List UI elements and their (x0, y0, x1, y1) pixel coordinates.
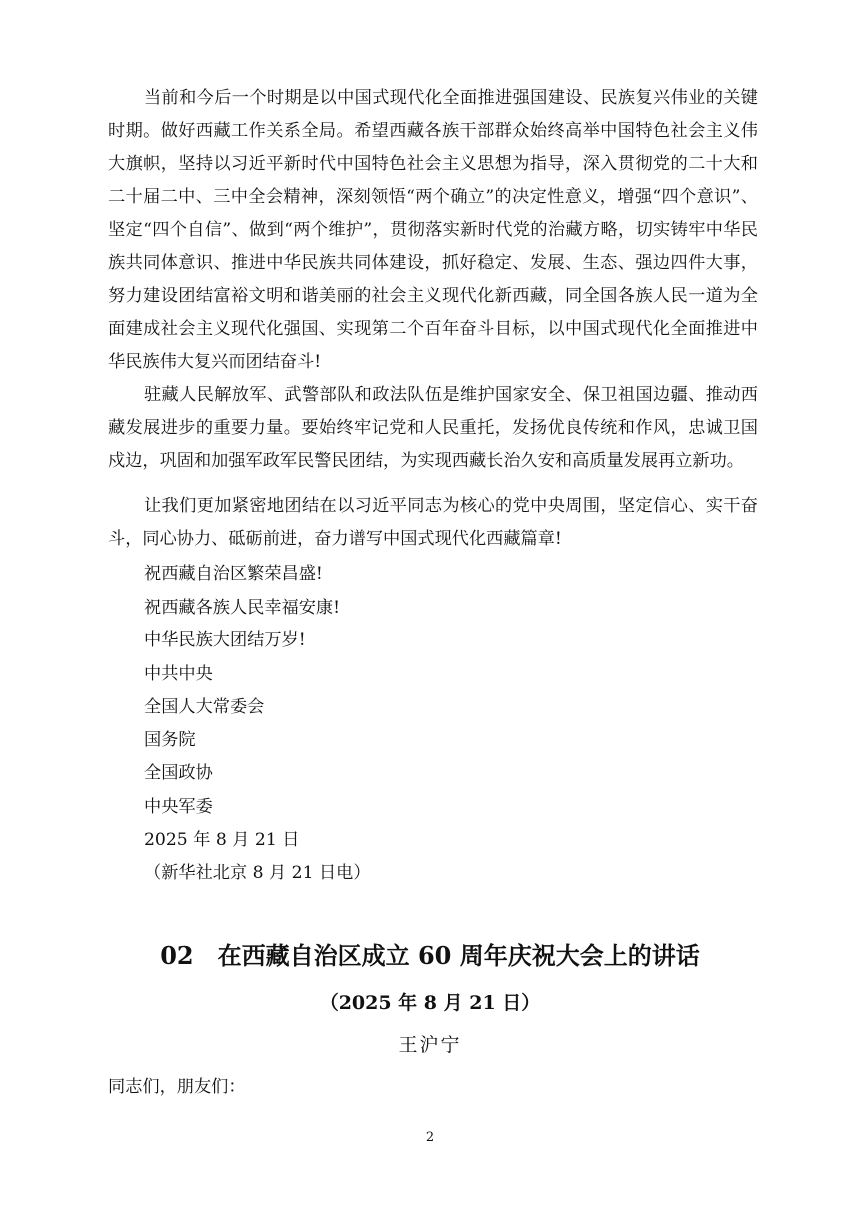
page-number: 2 (425, 1130, 435, 1145)
signatory-2: 全国人大常委会 (144, 697, 265, 717)
section-date: （2025 年 8 月 21 日） (319, 992, 541, 1014)
signatory-3: 国务院 (144, 730, 196, 750)
closing-line-2: 祝西藏各族人民幸福安康! (144, 598, 340, 618)
signatory-1: 中共中央 (144, 664, 213, 684)
section-title: 02 在西藏自治区成立 60 周年庆祝大会上的讲话 (160, 941, 700, 970)
signatory-4: 全国政协 (144, 763, 213, 783)
paragraph-3: 让我们更加紧密地团结在以习近平同志为核心的党中央周围，坚定信心、实干奋斗，同心协力、砥砺前进，奋力谱写中国式现代化西藏篇章! (108, 496, 758, 549)
paragraph-2: 驻藏人民解放军、武警部队和政法队伍是维护国家安全、保卫祖国边疆、推动西藏发展进步的重要力量。要始终牢记党和人民重托，发扬优良传统和作风，忠诚卫国戍边，巩固和加强军政军民警民团结，为实现西藏长治久安和高质量发展再立新功。 (108, 385, 758, 471)
closing-line-3: 中华民族大团结万岁! (144, 630, 306, 650)
document-date: 2025 年 8 月 21 日 (144, 830, 300, 850)
author-name: 王沪宁 (398, 1034, 462, 1056)
salutation: 同志们，朋友们： (108, 1077, 246, 1097)
closing-line-1: 祝西藏自治区繁荣昌盛! (144, 564, 323, 584)
paragraph-1: 当前和今后一个时期是以中国式现代化全面推进强国建设、民族复兴伟业的关键时期。做好西藏工作关系全局。希望西藏各族干部群众始终高举中国特色社会主义伟大旗帜，坚持以习近平新时代中国特色社会主义思想为指导，深入贯彻党的二十大和二十届二中、三中全会精神，深刻领悟“两个确立”的决定性意义，增强“四个意识”、坚定“四个自信”、做到“两个维护”，贯彻落实新时代党的治藏方略，切实铸牢中华民族共同体意识、推进中华民族共同体建设，抓好稳定、发展、生态、强边四件大事，努力建设团结富裕文明和谐美丽的社会主义现代化新西藏，同全国各族人民一道为全面建成社会主义现代化强国、实现第二个百年奋斗目标，以中国式现代化全面推进中华民族伟大复兴而团结奋斗! (108, 88, 758, 372)
signatory-5: 中央军委 (144, 797, 213, 817)
news-source: （新华社北京 8 月 21 日电） (144, 863, 371, 883)
